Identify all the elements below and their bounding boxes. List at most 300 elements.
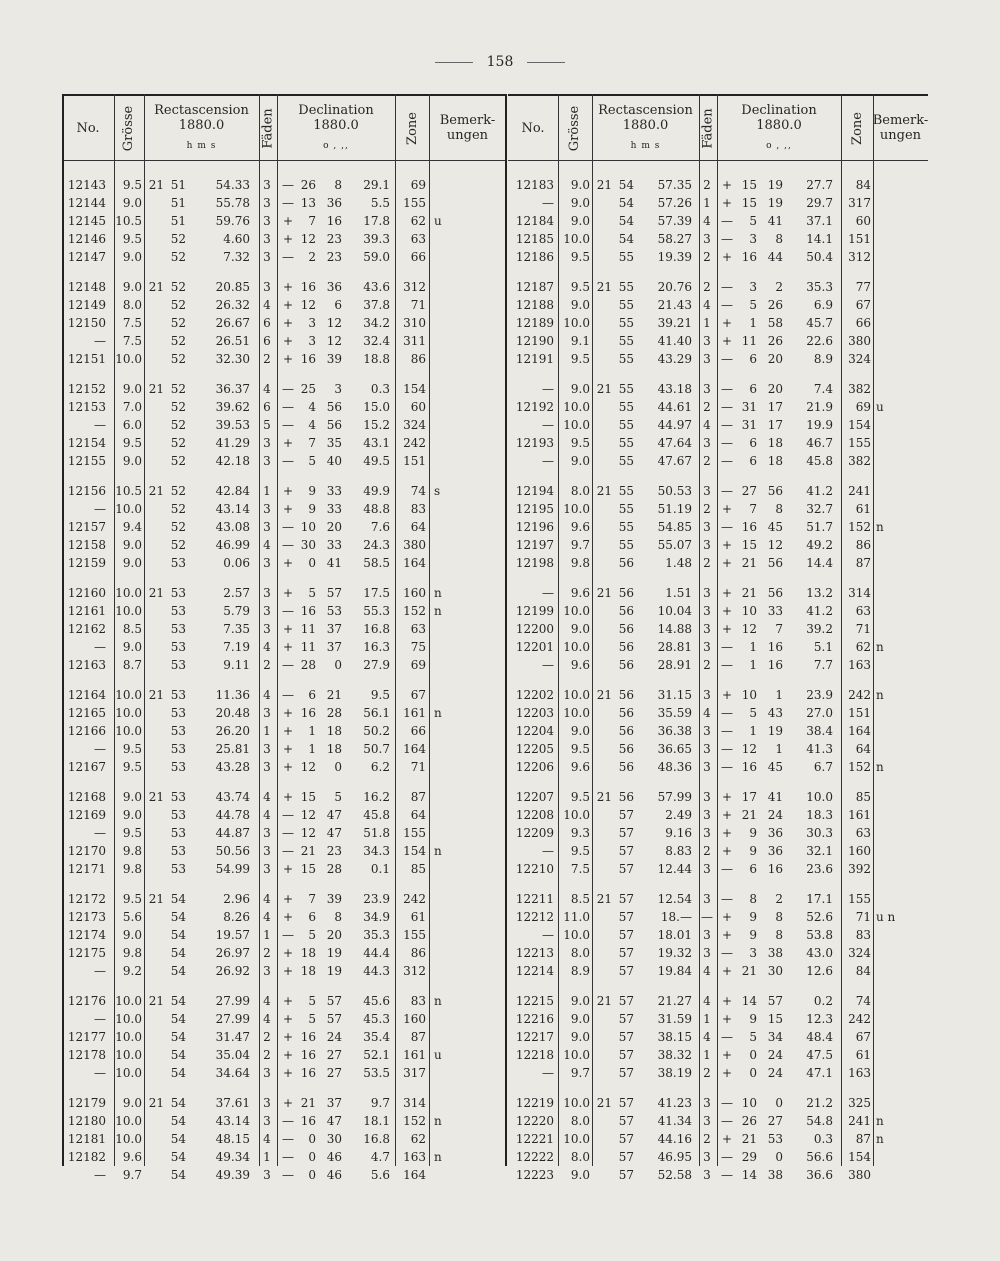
cell-dec-sign: + [282,1012,294,1026]
cell-dec-deg: 5 [749,298,757,312]
cell-dec-deg: 9 [308,502,316,516]
cell-zone: 312 [403,280,426,294]
cell-dec-min: 45 [767,760,783,774]
cell-ra-m: 52 [170,484,186,498]
cell-ra-m: 54 [618,178,634,192]
cell-dec-min: 39 [326,352,342,366]
cell-dec-min: 35 [326,436,342,450]
cell-no: 12201 [515,640,554,654]
cell-dec-min: 27 [767,1114,783,1128]
table-row [508,1094,928,1112]
table-row [62,740,506,758]
table-row [62,890,506,908]
cell-faeden: 4 [703,298,711,312]
cell-dec-sign: + [721,1012,733,1026]
header-ra: Rectascension 1880.0 h m s [598,102,693,151]
cell-dec-sec: 32.7 [806,502,833,516]
cell-dec-deg: 26 [300,178,316,192]
table-row [62,230,506,248]
cell-groesse: 9.8 [122,844,142,858]
cell-ra-m: 53 [170,826,186,840]
cell-dec-sec: 52.1 [363,1048,390,1062]
cell-faeden: 3 [703,586,711,600]
cell-faeden: 2 [263,1048,271,1062]
cell-dec-deg: 14 [741,994,757,1008]
cell-dec-min: 33 [326,484,342,498]
table-row [508,452,928,470]
cell-groesse: 9.6 [122,1150,142,1164]
cell-dec-sign: — [282,454,294,468]
cell-groesse: 10.0 [115,706,142,720]
cell-dec-deg: 27 [741,484,757,498]
cell-dec-sec: 5.1 [813,640,833,654]
cell-dec-deg: 11 [741,334,757,348]
cell-dec-min: 23 [326,250,342,264]
cell-ra-h: 21 [148,892,164,906]
cell-dec-min: 8 [775,910,783,924]
cell-dec-deg: 12 [300,298,316,312]
cell-groesse: 9.5 [570,352,590,366]
cell-dec-sign: + [721,910,733,924]
table-row [62,908,506,926]
cell-groesse: 6.0 [122,418,142,432]
cell-dec-deg: 8 [749,892,757,906]
cell-faeden: 3 [703,382,711,396]
cell-ra-m: 55 [618,418,634,432]
cell-dec-deg: 9 [749,928,757,942]
cell-groesse: 9.0 [570,382,590,396]
table-row [508,602,928,620]
cell-ra-m: 54 [170,1030,186,1044]
cell-groesse: 9.6 [570,760,590,774]
left-table [62,94,506,1182]
cell-dec-min: 37 [326,1096,342,1110]
cell-ra-s: 54.85 [657,520,692,534]
cell-dec-deg: 15 [741,538,757,552]
cell-faeden: 3 [703,232,711,246]
cell-no: 12206 [515,760,554,774]
cell-dec-deg: 12 [741,742,757,756]
cell-dec-sec: 43.1 [363,436,390,450]
table-row [62,452,506,470]
cell-faeden: 4 [703,964,711,978]
table-row [508,992,928,1010]
cell-no: 12174 [67,928,106,942]
cell-faeden: 4 [263,382,271,396]
right-table-header [508,94,928,161]
cell-ra-s: 36.65 [657,742,692,756]
cell-dec-deg: 16 [300,352,316,366]
table-row [508,722,928,740]
cell-zone: 66 [855,316,871,330]
cell-dec-sec: 16.2 [363,790,390,804]
cell-faeden: 3 [263,232,271,246]
cell-dec-sign: + [282,1066,294,1080]
cell-ra-m: 52 [170,418,186,432]
table-row [508,350,928,368]
cell-zone: 77 [855,280,871,294]
cell-faeden: 3 [703,622,711,636]
cell-groesse: 9.8 [122,862,142,876]
table-row [508,554,928,572]
cell-dec-min: 38 [767,946,783,960]
cell-groesse: 10.0 [563,502,590,516]
cell-zone: 154 [403,382,426,396]
cell-dec-sign: + [721,1132,733,1146]
cell-dec-sec: 0.3 [370,382,390,396]
cell-dec-deg: 16 [741,760,757,774]
cell-dec-sign: — [282,538,294,552]
cell-ra-s: 54.99 [215,862,250,876]
cell-dec-deg: 5 [308,994,316,1008]
cell-ra-m: 54 [170,1066,186,1080]
cell-ra-s: 31.47 [215,1030,250,1044]
cell-ra-s: 19.57 [215,928,250,942]
cell-no: 12218 [515,1048,554,1062]
cell-dec-sec: 17.8 [363,214,390,228]
cell-no: 12175 [67,946,106,960]
cell-faeden: 2 [703,502,711,516]
cell-groesse: 9.0 [122,382,142,396]
cell-no: 12186 [515,250,554,264]
cell-zone: 164 [848,724,871,738]
cell-no: 12194 [515,484,554,498]
cell-no: 12200 [515,622,554,636]
cell-faeden: 5 [263,418,271,432]
cell-dec-sec: 12.6 [806,964,833,978]
table-row [62,686,506,704]
cell-ra-m: 57 [618,826,634,840]
cell-ra-m: 57 [618,994,634,1008]
cell-dec-deg: 0 [308,1150,316,1164]
cell-dec-min: 58 [767,316,783,330]
cell-dec-deg: 28 [300,658,316,672]
cell-ra-m: 57 [618,1030,634,1044]
cell-no: 12177 [67,1030,106,1044]
header-no: No. [76,120,100,136]
header-zone: Zone [849,111,865,145]
cell-dec-sec: 9.7 [370,1096,390,1110]
cell-dec-min: 26 [767,334,783,348]
cell-faeden: 3 [703,640,711,654]
cell-dec-min: 57 [326,586,342,600]
cell-no: 12187 [515,280,554,294]
header-faeden: Fäden [260,107,276,149]
cell-dec-sign: + [282,724,294,738]
cell-zone: 74 [410,484,426,498]
cell-no: 12207 [515,790,554,804]
cell-groesse: 10.0 [115,1114,142,1128]
cell-ra-s: 38.19 [657,1066,692,1080]
cell-ra-h: 21 [596,586,612,600]
cell-no: 12198 [515,556,554,570]
cell-ra-s: 4.60 [223,232,250,246]
cell-dec-min: 8 [775,928,783,942]
cell-dec-sign: — [721,1114,733,1128]
cell-zone: 151 [403,454,426,468]
cell-dec-sign: — [721,280,733,294]
cell-faeden: 3 [703,892,711,906]
cell-no: — [94,502,106,516]
cell-zone: 62 [410,1132,426,1146]
cell-ra-h: 21 [596,790,612,804]
cell-groesse: 9.6 [570,520,590,534]
cell-faeden: 3 [263,196,271,210]
cell-zone: 164 [403,742,426,756]
cell-dec-deg: 16 [300,1066,316,1080]
cell-ra-s: 55.78 [215,196,250,210]
cell-dec-sec: 27.7 [806,178,833,192]
cell-dec-sign: + [721,928,733,942]
cell-ra-h: 21 [148,280,164,294]
cell-dec-min: 33 [767,604,783,618]
cell-zone: 83 [410,502,426,516]
cell-dec-min: 36 [767,826,783,840]
cell-zone: 61 [410,910,426,924]
cell-dec-sign: + [282,214,294,228]
cell-dec-deg: 1 [749,316,757,330]
cell-ra-m: 53 [170,658,186,672]
cell-dec-min: 19 [326,964,342,978]
cell-dec-min: 17 [767,418,783,432]
cell-ra-s: 39.21 [657,316,692,330]
cell-dec-deg: 6 [308,910,316,924]
cell-dec-deg: 16 [300,280,316,294]
cell-dec-sec: 48.8 [363,502,390,516]
table-row [62,722,506,740]
cell-dec-sign: — [721,640,733,654]
cell-no: — [94,1066,106,1080]
cell-zone: 325 [848,1096,871,1110]
cell-dec-min: 41 [767,214,783,228]
table-row [508,842,928,860]
cell-ra-s: 18.01 [657,928,692,942]
cell-groesse: 9.0 [570,1168,590,1182]
cell-groesse: 9.0 [122,928,142,942]
cell-zone: 61 [855,1048,871,1062]
cell-dec-min: 30 [326,1132,342,1146]
table-row [62,944,506,962]
cell-groesse: 9.5 [570,436,590,450]
cell-zone: 87 [410,790,426,804]
cell-dec-sec: 49.5 [363,454,390,468]
cell-zone: 71 [855,622,871,636]
cell-ra-s: 28.91 [657,658,692,672]
cell-no: 12199 [515,604,554,618]
cell-no: 12170 [67,844,106,858]
cell-dec-sign: + [282,502,294,516]
cell-ra-s: 58.27 [657,232,692,246]
cell-ra-s: 34.64 [215,1066,250,1080]
cell-groesse: 8.0 [570,1150,590,1164]
cell-dec-sec: 49.2 [806,538,833,552]
cell-faeden: 3 [703,760,711,774]
cell-dec-sign: + [282,1096,294,1110]
cell-no: — [94,826,106,840]
table-row [62,296,506,314]
cell-bemerkung: u n [876,910,896,924]
cell-dec-deg: 9 [749,844,757,858]
cell-dec-sec: 29.7 [806,196,833,210]
cell-groesse: 10.5 [115,214,142,228]
cell-ra-s: 43.28 [215,760,250,774]
cell-dec-sign: — [282,1150,294,1164]
cell-ra-m: 55 [618,352,634,366]
cell-groesse: 9.7 [122,1168,142,1182]
cell-dec-sign: — [721,232,733,246]
cell-ra-s: 7.19 [223,640,250,654]
table-row [508,1112,928,1130]
table-row [62,926,506,944]
cell-bemerkung: n [434,844,442,858]
cell-ra-m: 54 [170,1012,186,1026]
table-row [508,1010,928,1028]
cell-dec-min: 36 [326,280,342,294]
table-row [508,416,928,434]
cell-dec-sec: 48.4 [806,1030,833,1044]
cell-dec-min: 15 [767,1012,783,1026]
cell-faeden: 3 [703,742,711,756]
cell-ra-s: 47.67 [657,454,692,468]
cell-dec-sign: — [282,928,294,942]
cell-no: 12159 [67,556,106,570]
cell-no: 12153 [67,400,106,414]
cell-dec-deg: 5 [308,1012,316,1026]
cell-zone: 62 [410,214,426,228]
table-row [62,656,506,674]
cell-no: 12147 [67,250,106,264]
cell-no: 12169 [67,808,106,822]
cell-groesse: 9.0 [122,1096,142,1110]
cell-no: 12160 [67,586,106,600]
cell-ra-h: 21 [596,484,612,498]
cell-ra-m: 54 [170,1168,186,1182]
cell-dec-sign: — [721,760,733,774]
cell-faeden: 3 [703,724,711,738]
cell-dec-deg: 12 [300,232,316,246]
cell-dec-sign: — [282,1168,294,1182]
table-row [508,1166,928,1184]
cell-groesse: 9.6 [570,658,590,672]
cell-groesse: 11.0 [563,910,590,924]
cell-faeden: 2 [703,250,711,264]
cell-faeden: 2 [263,352,271,366]
cell-no: 12161 [67,604,106,618]
cell-dec-sign: — [721,298,733,312]
cell-dec-min: 27 [326,1066,342,1080]
cell-zone: 164 [403,1168,426,1182]
cell-zone: 380 [848,1168,871,1182]
cell-dec-sign: + [282,1048,294,1062]
cell-zone: 324 [403,418,426,432]
cell-ra-s: 37.61 [215,1096,250,1110]
cell-zone: 242 [403,892,426,906]
table-row [508,860,928,878]
cell-faeden: 3 [263,622,271,636]
cell-zone: 164 [403,556,426,570]
cell-dec-sign: + [282,622,294,636]
cell-dec-sign: + [282,1030,294,1044]
cell-dec-deg: 16 [300,1114,316,1128]
table-row [62,584,506,602]
cell-dec-min: 56 [767,586,783,600]
cell-bemerkung: s [434,484,441,498]
cell-ra-m: 53 [170,790,186,804]
cell-dec-deg: 4 [308,418,316,432]
cell-faeden: 3 [263,604,271,618]
table-row [62,788,506,806]
cell-ra-m: 56 [618,586,634,600]
cell-groesse: 10.0 [563,706,590,720]
cell-groesse: 8.5 [570,892,590,906]
cell-faeden: 3 [263,556,271,570]
cell-dec-deg: 21 [741,586,757,600]
cell-faeden: 3 [703,1168,711,1182]
cell-ra-m: 57 [618,1150,634,1164]
cell-dec-sign: — [721,418,733,432]
cell-ra-s: 18.— [660,910,692,924]
cell-dec-sec: 34.3 [363,844,390,858]
cell-dec-min: 57 [326,1012,342,1026]
table-row [508,620,928,638]
cell-dec-sec: 16.8 [363,1132,390,1146]
cell-ra-m: 52 [170,280,186,294]
table-row [508,176,928,194]
cell-groesse: 9.0 [122,808,142,822]
cell-zone: 314 [848,586,871,600]
table-row [508,758,928,776]
cell-ra-m: 53 [170,760,186,774]
cell-ra-s: 12.54 [657,892,692,906]
cell-ra-m: 54 [170,1096,186,1110]
cell-dec-sign: + [721,964,733,978]
table-row [508,908,928,926]
cell-dec-min: 39 [326,892,342,906]
cell-zone: 74 [855,994,871,1008]
cell-dec-sign: — [721,724,733,738]
cell-dec-min: 41 [326,556,342,570]
cell-dec-min: 45 [767,520,783,534]
cell-ra-m: 55 [618,484,634,498]
cell-dec-sec: 27.0 [806,706,833,720]
table-row [508,890,928,908]
cell-faeden: 3 [703,790,711,804]
cell-ra-s: 2.49 [665,808,692,822]
cell-ra-s: 41.40 [657,334,692,348]
cell-dec-min: 8 [775,502,783,516]
cell-ra-m: 55 [618,400,634,414]
cell-dec-deg: 2 [308,250,316,264]
cell-dec-sign: — [721,1030,733,1044]
cell-ra-h: 21 [596,688,612,702]
table-row [62,194,506,212]
cell-ra-m: 57 [618,946,634,960]
cell-faeden: 3 [703,1096,711,1110]
cell-dec-sign: — [282,382,294,396]
cell-ra-s: 36.38 [657,724,692,738]
cell-dec-sec: 51.7 [806,520,833,534]
cell-dec-min: 16 [326,214,342,228]
cell-no: 12164 [67,688,106,702]
cell-ra-h: 21 [596,178,612,192]
cell-faeden: 4 [263,688,271,702]
cell-dec-deg: 11 [300,622,316,636]
cell-dec-deg: 6 [749,382,757,396]
cell-dec-sec: 18.3 [806,808,833,822]
cell-ra-m: 52 [170,232,186,246]
cell-zone: 84 [855,964,871,978]
cell-dec-sign: + [721,178,733,192]
